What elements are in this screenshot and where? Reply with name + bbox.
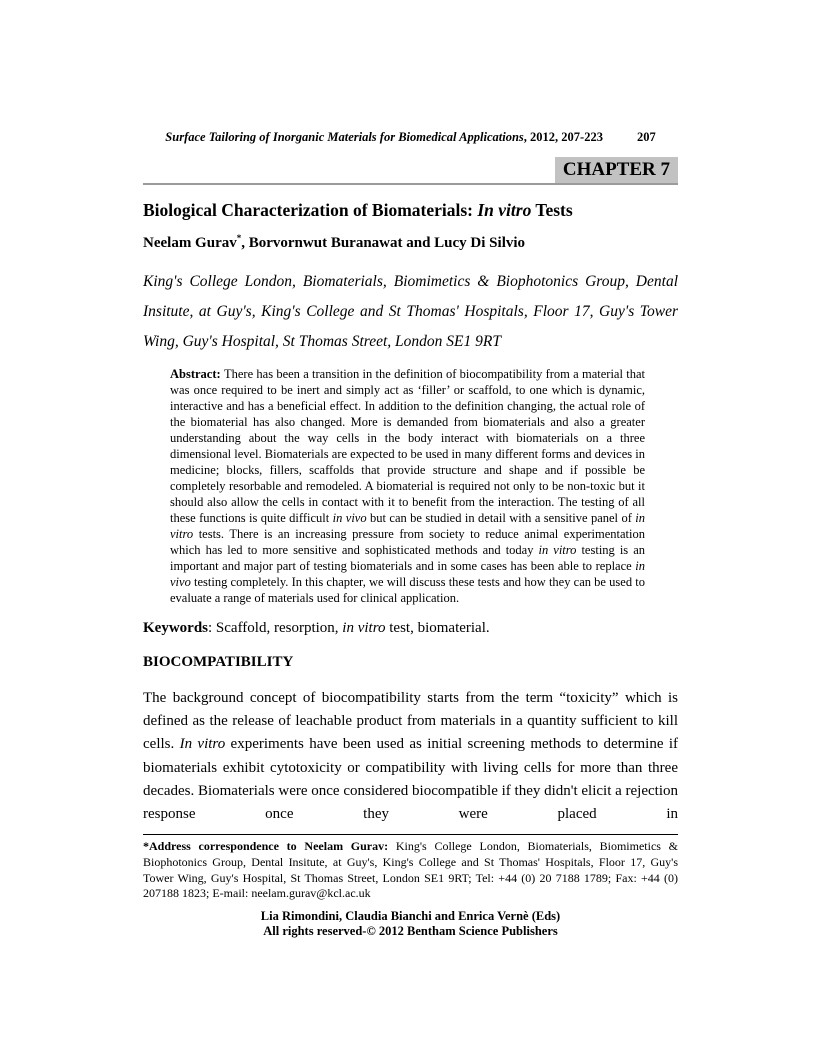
publisher-imprint [143,909,678,938]
body-paragraph: The background concept of biocompatibility starts from the term “toxicity” which is defined as the release of leachable product from materials in a quantity sufficient to kill cells. In vitro experiments have been used as initial screening methods to determine if biomaterials exhibit cytotoxicity or compatibility with living cells for more than three decades. Biomaterials were once considered biocompatible if they didn't elicit a rejection response once they were placed in [143,690,679,823]
section-heading-biocompatibility: BIOCOMPATIBILITY [143,654,294,670]
affiliation: King's College London, Biomaterials, Biomimetics & Biophotonics Group, Dental Insitute, at Guy's, King's College and St Thomas' Hospitals, Floor 17, Guy's Tower Wing, Guy's Hospital, St Thomas Street, London SE1 9RT [143,273,678,350]
abstract-paragraph: Abstract: There has been a transition in the definition of biocompatibility from a material that was once required to be inert and simply act as ‘filler’ or scaffold, to one which is dynamic, interactive and has a beneficial effect. In addition to the definition changing, the actual role of the biomaterial has also changed. More is demanded from biomaterials and also a greater understanding about the way cells in the body interact with biomaterials on a three dimensional level. Biomaterials are expected to be used in many different forms and devices in medicine; blocks, fillers, scaffolds that provide structure and shape and if possible be completely resorbable and remodeled. A biomaterial is required not only to be non-toxic but it should also allow the cells in contact with it to benefit from the interaction. The testing of all these functions is quite difficult in vivo but can be studied in detail with a sensitive panel of in vitro tests. There is an increasing pressure from society to reduce animal experimentation which has led to more sensitive and sophisticated methods and today in vitro testing is an important and major part of testing biomaterials and in some cases has been able to replace in vivo testing completely. In this chapter, we will discuss these tests and how they can be used to evaluate a range of materials used for clinical application. [170,367,646,605]
rights-line: All rights reserved-© 2012 Bentham Science Publishers [263,923,558,938]
authors-line: Neelam Gurav*, Borvornwut Buranawat and Lucy Di Silvio [143,233,526,251]
running-header-title: Surface Tailoring of Inorganic Materials for Biomedical Applications, 2012, 207-223 [165,130,603,144]
chapter-badge-row [143,157,678,185]
chapter-title: Biological Characterization of Biomaterials: In vitro Tests [143,200,573,220]
editors-line: Lia Rimondini, Claudia Bianchi and Enrica Vernè (Eds) [260,909,561,924]
correspondence-footnote: *Address correspondence to Neelam Gurav: King's College London, Biomaterials, Biomimetics & Biophotonics Group, Dental Insitute, at Guy's, King's College and St Thomas' Hospitals, Floor 17, Guy's Tower Wing, Guy's Hospital, St Thomas Street, London SE1 9RT; Tel: +44 (0) 20 7188 1789; Fax: +44 (0) 207188 1823; E-mail: neelam.gurav@kcl.ac.uk [143,839,679,901]
chapter-badge: CHAPTER 7 [555,157,678,183]
keywords-line: Keywords: Scaffold, resorption, in vitro test, biomaterial. [143,620,490,636]
page-number: 207 [636,130,656,144]
footnote-separator-rule [143,834,678,835]
footnote-area [143,834,678,938]
page-content [143,130,678,826]
running-header [143,130,678,145]
